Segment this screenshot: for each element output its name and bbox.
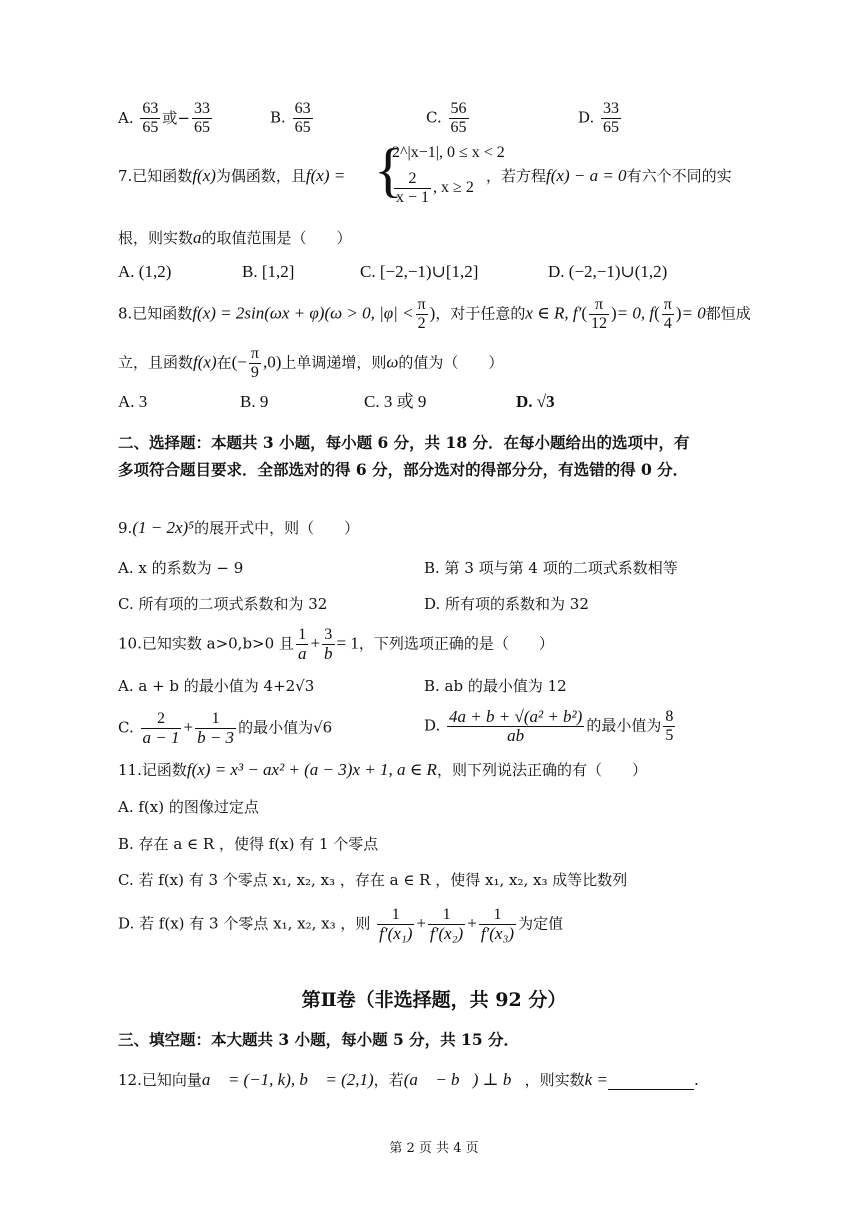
q11-option-c: C. 若 f(x) 有 3 个零点 x₁, x₂, x₃ ，存在 a ∈ R ，使得 x₁, x₂, x₃ 成等比数列 — [118, 871, 628, 889]
q11-option-b: B. 存在 a ∈ R ，使得 f(x) 有 1 个零点 — [118, 835, 379, 853]
q7-option-c: C. [−2,−1)∪[1,2] — [360, 262, 479, 281]
q12-stem: 12.已知向量a⃗ = (−1, k), b⃗ = (2,1)，若(a⃗ − b⃗) ⊥ b⃗，则实数k = . — [118, 1070, 699, 1089]
q7-piece-2: $\frac{2}{x - 1}$ , x ≥ 2 — [396, 170, 474, 206]
q8-option-d: D. √3 — [516, 392, 555, 411]
q6-option-a: A. $\frac{63}{65}$ 或− $\frac{33}{65}$ — [118, 100, 210, 136]
q10-option-d: D. $\frac{\text{4a + b + √(a² + b²)}}{ab}$ 的最小值为 $\frac{8}{5}$ — [424, 707, 674, 745]
q8-option-c: C. 3 或 9 — [364, 392, 427, 411]
q10-stem: 10.已知实数 a>0,b>0 且 $\frac{1}{a}$ + $\frac{3}{b}$ = 1，下列选项正确的是（ ） — [118, 626, 554, 663]
part2-title: 第Ⅱ卷（非选择题，共 92 分） — [301, 989, 567, 1011]
q8-stem-line2: 立，且函数f(x)在(− $\frac{\pi}{9}$ ,0)上单调递增，则ω的值为（ ） — [118, 345, 504, 381]
q8-option-a: A. 3 — [118, 392, 148, 411]
q9-option-d: D. 所有项的系数和为 32 — [424, 595, 589, 613]
q9-option-a: A. x 的系数为 − 9 — [118, 559, 244, 577]
q8-option-b: B. 9 — [240, 392, 269, 411]
piecewise-brace: { — [374, 137, 403, 203]
q10-option-b: B. ab 的最小值为 12 — [424, 677, 567, 695]
q9-stem: 9.(1 − 2x)⁵的展开式中，则（ ） — [118, 518, 360, 537]
q6-option-b: B. $\frac{63}{65}$ — [270, 100, 311, 136]
section2-heading-line2: 多项符合题目要求．全部选对的得 6 分，部分选对的得部分分，有选错的得 0 分． — [118, 460, 689, 479]
q10-option-c: C. $\frac{2}{a - 1}$ + $\frac{1}{b - 3}$ 的最小值为√6 — [118, 710, 333, 747]
q7-option-b: B. [1,2] — [242, 262, 295, 281]
q11-option-a: A. f(x) 的图像过定点 — [118, 798, 259, 816]
q7-option-a: A. (1,2) — [118, 262, 172, 281]
q7-piece-1: 2^|x−1|, 0 ≤ x < 2 — [392, 144, 505, 161]
q9-option-b: B. 第 3 项与第 4 项的二项式系数相等 — [424, 559, 678, 577]
q11-stem: 11.记函数f(x) = x³ − ax² + (a − 3)x + 1, a ∈ R，则下列说法正确的有（ ） — [118, 760, 647, 779]
q7-stem: 7.已知函数f(x)为偶函数，且f(x) = — [118, 166, 346, 185]
q10-option-a: A. a + b 的最小值为 4+2√3 — [118, 677, 315, 695]
q6-option-c: C. $\frac{56}{65}$ — [426, 100, 467, 136]
q11-option-d: D. 若 f(x) 有 3 个零点 x₁, x₂, x₃ ，则 $\frac{1}{\text{f′(x₁)}}$ + $\frac{1}{\text{f′(x₂)}}$ + $\frac{1}{\text{f′(x₃)}}$ 为定值 — [118, 906, 564, 943]
q7-stem-tail: ，若方程f(x) − a = 0有六个不同的实 — [486, 166, 732, 185]
page-footer: 第 2 页 共 4 页 — [389, 1141, 479, 1156]
q6-option-d: D. $\frac{33}{65}$ — [578, 100, 620, 136]
section3-heading: 三、填空题：本大题共 3 小题，每小题 5 分，共 15 分． — [118, 1030, 520, 1049]
q7-stem-line2: 根，则实数a的取值范围是（ ） — [118, 228, 352, 247]
q7-option-d: D. (−2,−1)∪(1,2) — [548, 262, 668, 281]
q6-options — [118, 100, 214, 137]
q12-answer-blank[interactable] — [608, 1073, 694, 1090]
q9-option-c: C. 所有项的二项式系数和为 32 — [118, 595, 328, 613]
section2-heading-line1: 二、选择题：本题共 3 小题，每小题 6 分，共 18 分．在每小题给出的选项中，有 — [118, 433, 690, 452]
q8-stem: 8.已知函数f(x) = 2sin(ωx + φ)(ω > 0, |φ| < $\frac{\pi}{2}$ )，对于任意的x ∈ R, f′( $\frac{\pi}{12}$ )= 0, f( $\frac{\pi}{4}$ )= 0都恒成 — [118, 296, 751, 332]
